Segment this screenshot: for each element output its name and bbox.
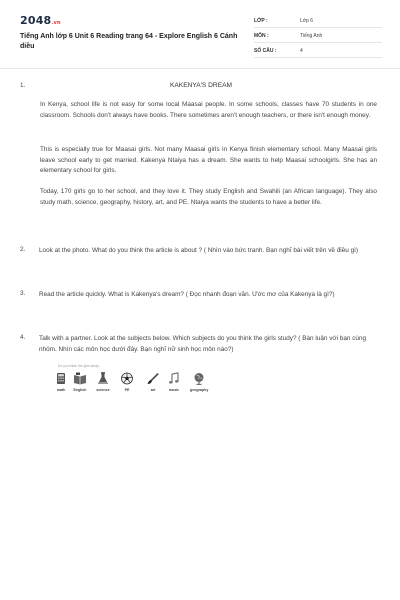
flask-icon — [96, 372, 110, 385]
question-number: 3. — [20, 290, 26, 297]
subjects-caption: Do you think the girls study... — [58, 364, 102, 368]
subject-label: music — [168, 388, 180, 392]
subject-geography — [190, 372, 208, 400]
globe-icon — [192, 372, 206, 385]
question-text: Look at the photo. What do you think the article is about ? ( Nhìn vào bức tranh. Bạn nghĩ bài viết trên về điều gì) — [39, 247, 359, 254]
header-divider — [0, 68, 400, 69]
music-note-icon — [167, 372, 181, 385]
subject-science — [94, 372, 112, 400]
subject-art — [144, 372, 162, 400]
story-title: KAKENYA'S DREAM — [170, 82, 232, 89]
meta-row-question-count — [254, 45, 382, 58]
subject-math — [52, 372, 70, 400]
subjects-image — [52, 364, 232, 412]
question-text: Talk with a partner. Look at the subjects below. Which subjects do you think the girls study? ( Bàn luận với bạn cùng nhóm. Nhìn các môn học dưới đây. Bạn nghĩ nữ sinh học môn nào?) — [39, 335, 367, 353]
page-title: Tiếng Anh lớp 6 Unit 6 Reading trang 64 - Explore English 6 Cánh diều — [20, 33, 238, 50]
logo-suffix: .vn — [51, 20, 61, 26]
meta-table — [254, 15, 382, 60]
subject-label: science — [96, 388, 110, 392]
subject-label: geography — [190, 388, 209, 392]
meta-value-class: Lớp 6 — [300, 18, 314, 24]
question-number: 2. — [20, 246, 26, 253]
subject-label: English — [73, 388, 87, 392]
story-paragraph-2: This is especially true for Maasai girls. Not many Maasai girls in Kenya finish elementary school. Many Maasai girls leave school early to get married. Kakenya Ntaiya has a dream. She wants to help Maasai schoolgirls. She has an elementary school for girls. — [40, 146, 377, 175]
question-number: 1. — [20, 82, 26, 89]
question-text: Read the article quickly. What is Kakenya's dream? ( Đọc nhanh đoạn văn. Ước mơ của Kakenya là gì?) — [39, 291, 335, 298]
ball-icon — [120, 372, 134, 385]
subject-label: art — [150, 388, 156, 392]
paintbrush-icon — [146, 372, 160, 385]
question-4 — [20, 334, 382, 358]
document-header — [20, 12, 382, 68]
meta-key-subject: MÔN : — [254, 33, 269, 39]
story-paragraph-1: In Kenya, school life is not easy for some local Maasai people. In some schools, classes have 70 students in one classroom. Schools don't always have books. There sometimes aren't enough teachers, or there isn't enough money. — [40, 101, 377, 119]
subject-music — [165, 372, 183, 400]
meta-key-question-count: SỐ CÂU : — [254, 48, 277, 54]
question-number: 4. — [20, 334, 26, 341]
meta-value-question-count: 4 — [300, 48, 303, 54]
question-1 — [20, 82, 382, 212]
meta-row-subject — [254, 30, 382, 43]
site-logo[interactable] — [20, 14, 61, 27]
question-3 — [20, 290, 382, 314]
subject-pe — [118, 372, 136, 400]
book-icon — [73, 372, 87, 385]
subject-english — [71, 372, 89, 400]
subject-label: math — [56, 388, 66, 392]
subject-label: PE — [124, 388, 130, 392]
logo-text: 2048 — [20, 14, 52, 27]
story-paragraph-3: Today, 170 girls go to her school, and they love it. They study English and Swahili (an African language). They also study math, science, geography, history, art, and PE. Ntaiya wants the students to have a better life. — [40, 188, 377, 206]
meta-row-class — [254, 15, 382, 28]
meta-value-subject: Tiếng Anh — [300, 33, 323, 39]
meta-key-class: LỚP : — [254, 18, 268, 24]
calculator-icon — [54, 372, 68, 385]
question-2 — [20, 246, 382, 270]
